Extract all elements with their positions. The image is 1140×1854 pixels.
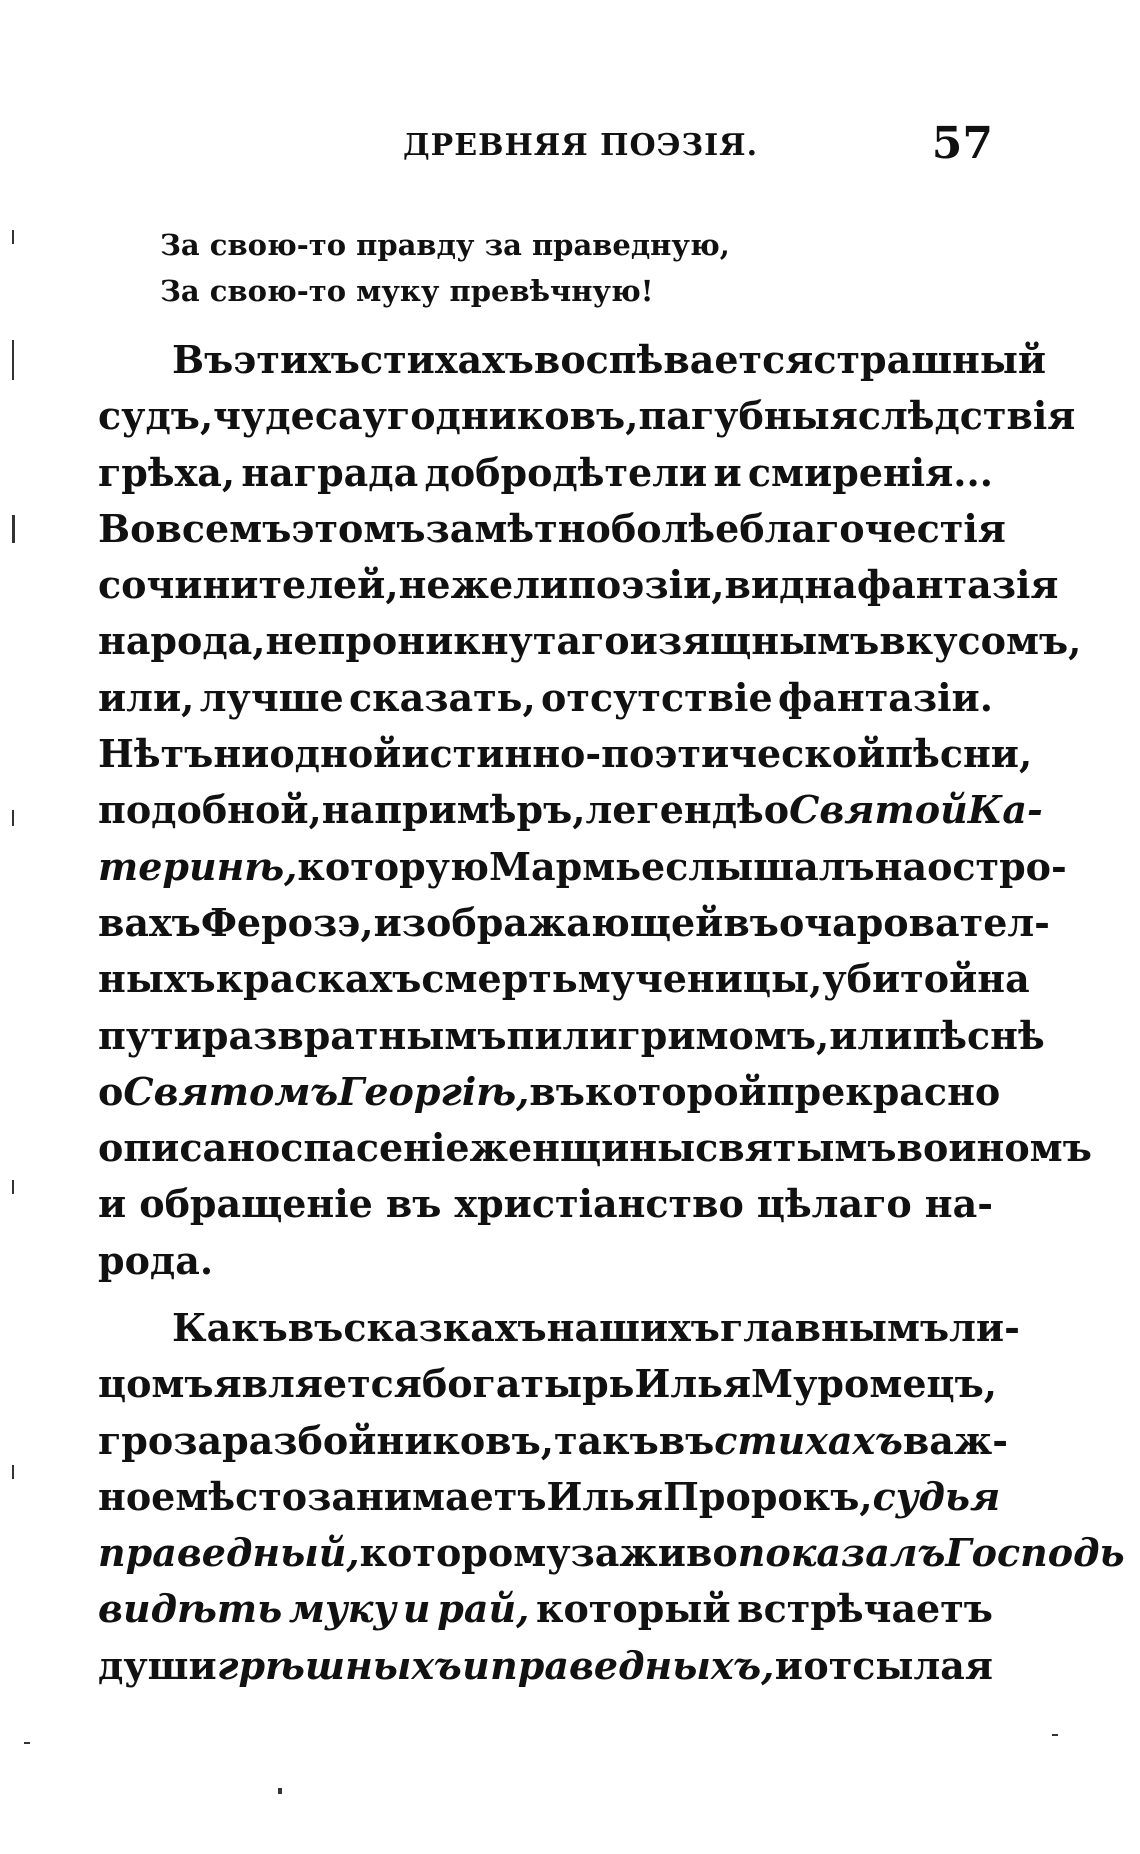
- word: занимаетъ: [307, 1473, 547, 1519]
- word: сказкахъ: [343, 1305, 547, 1350]
- word: женщины: [469, 1125, 696, 1171]
- scan-speck: [12, 810, 14, 826]
- word: Святомъ: [123, 1068, 339, 1114]
- word: очаровател-: [778, 899, 1050, 945]
- word: пѣснѣ: [912, 1012, 1045, 1058]
- word: спасеніе: [280, 1125, 470, 1171]
- word: ное: [98, 1473, 176, 1519]
- text-line: [98, 1120, 1092, 1176]
- word: богатырь: [421, 1361, 635, 1407]
- text-line: [98, 1064, 1001, 1120]
- word: стихахъ: [714, 1417, 903, 1463]
- word: ныхъ: [98, 956, 216, 1002]
- word: судъ,: [98, 393, 214, 439]
- text-line: [98, 1413, 1009, 1469]
- word: гроза: [98, 1417, 223, 1463]
- word: Ферозэ,: [200, 899, 374, 945]
- word: слышалъ: [665, 843, 875, 889]
- word: обращеніе: [139, 1181, 373, 1227]
- word: прекрасно: [766, 1068, 1001, 1114]
- word: цѣлаго: [756, 1181, 912, 1227]
- word: одной: [269, 731, 402, 777]
- word: чудеса: [213, 393, 363, 439]
- word: или,: [98, 674, 195, 720]
- word: мученицы,: [577, 956, 823, 1002]
- word: изящнымъ: [629, 618, 880, 664]
- word: въ: [385, 1181, 442, 1227]
- word: на: [874, 843, 928, 889]
- word: о: [98, 1068, 124, 1114]
- scan-speck: [12, 515, 15, 543]
- word: стихахъ: [359, 337, 534, 382]
- text-line: [98, 332, 1047, 388]
- word: этихъ: [233, 337, 360, 382]
- word: вахъ: [98, 899, 201, 945]
- scan-speck: [12, 1180, 14, 1194]
- word: и: [774, 1642, 803, 1688]
- word: въ: [529, 1068, 585, 1114]
- word: на: [977, 956, 1030, 1002]
- text-line: [98, 557, 1059, 613]
- word: описано: [98, 1125, 281, 1171]
- word: муку: [288, 1586, 397, 1632]
- word: рай,: [437, 1586, 530, 1632]
- word: Мармье: [488, 843, 666, 889]
- word: народа,: [98, 618, 266, 664]
- word: Ка-: [967, 787, 1043, 833]
- word: слѣдствія: [857, 393, 1076, 439]
- text-line: [98, 1008, 1045, 1064]
- verse-quote: [160, 222, 980, 314]
- word: святымъ: [695, 1125, 897, 1171]
- word: Пророкъ,: [663, 1473, 873, 1519]
- word: нежели: [398, 562, 569, 608]
- word: важ-: [902, 1417, 1009, 1463]
- verse-line: За свою-то муку превѣчную!: [160, 274, 654, 308]
- word: и: [462, 1642, 490, 1688]
- word: Илья: [634, 1361, 752, 1407]
- word: всемъ: [155, 505, 292, 551]
- word: который: [536, 1586, 731, 1632]
- word: напримѣръ,: [321, 787, 586, 833]
- word: и: [713, 449, 742, 495]
- scan-speck: [278, 1788, 282, 1794]
- word: рода.: [98, 1237, 214, 1283]
- text-line: [98, 726, 1033, 782]
- word: теринѣ,: [98, 843, 298, 889]
- word: въ: [287, 1305, 344, 1350]
- text-line: [98, 839, 1067, 895]
- word: которому: [359, 1530, 571, 1576]
- word: Илья: [546, 1473, 664, 1519]
- word: фантазія: [856, 562, 1059, 608]
- word: Георгіѣ,: [338, 1068, 530, 1114]
- text-line: [98, 1638, 993, 1694]
- word: христіанство: [454, 1181, 744, 1227]
- word: смиренія...: [747, 449, 993, 495]
- word: смерть: [421, 956, 578, 1002]
- scan-speck: [12, 1465, 14, 1479]
- word: въ: [723, 899, 779, 945]
- word: видѣть: [98, 1586, 283, 1632]
- text-line: [98, 1356, 997, 1412]
- word: сказать,: [349, 674, 536, 720]
- running-head: [98, 118, 993, 178]
- running-title: ДРЕВНЯЯ ПОЭЗІЯ.: [403, 128, 759, 163]
- word: сочинителей,: [98, 562, 399, 608]
- word: награда: [241, 449, 419, 495]
- word: грѣшныхъ: [217, 1642, 462, 1688]
- word: страшный: [813, 337, 1047, 382]
- word: фантазіи.: [778, 674, 993, 720]
- word: краскахъ: [215, 956, 422, 1002]
- scan-speck: [24, 1742, 30, 1744]
- text-line: [98, 613, 1082, 669]
- word: ли-: [949, 1305, 1020, 1350]
- word: нашихъ: [546, 1305, 720, 1350]
- word: болѣе: [610, 505, 740, 551]
- word: Какъ: [172, 1305, 288, 1350]
- word: пагубныя: [638, 393, 858, 439]
- text-line: [98, 895, 1050, 951]
- paragraph-2: [98, 1300, 1125, 1694]
- text-line: [98, 1525, 1125, 1581]
- word: и: [98, 1181, 127, 1227]
- text-line: [98, 782, 1043, 838]
- word: грѣха,: [98, 449, 236, 495]
- word: добродѣтели: [424, 449, 708, 495]
- word: лучше: [199, 674, 344, 720]
- text-line: [98, 670, 993, 726]
- word: воспѣвается: [533, 337, 814, 382]
- verse-line: За свою-то правду за праведную,: [160, 228, 730, 262]
- word: судья: [872, 1473, 1001, 1519]
- word: въ: [658, 1417, 715, 1463]
- paragraph-1: [98, 332, 1092, 1289]
- word: праведныхъ,: [490, 1642, 775, 1688]
- word: такъ: [553, 1417, 659, 1463]
- word: является: [213, 1361, 422, 1407]
- word: показалъ: [737, 1530, 946, 1576]
- page-number: 57: [931, 118, 993, 169]
- text-line: [98, 1176, 993, 1232]
- word: мѣсто: [175, 1473, 308, 1519]
- text-line: [98, 388, 1076, 444]
- word: видна: [724, 562, 857, 608]
- word: или: [829, 1012, 913, 1058]
- text-line: [98, 1469, 1001, 1525]
- word: ни: [213, 731, 270, 777]
- word: пѣсни,: [885, 731, 1033, 777]
- text-line: [98, 501, 1006, 557]
- word: Муромецъ,: [751, 1361, 997, 1407]
- word: благочестія: [739, 505, 1006, 551]
- word: воиномъ: [896, 1125, 1092, 1171]
- word: проникнутаго: [317, 618, 630, 664]
- word: которой: [584, 1068, 767, 1114]
- scan-speck: [12, 340, 14, 380]
- word: цомъ: [98, 1361, 214, 1407]
- word: Святой: [789, 787, 968, 833]
- word: легендѣ: [585, 787, 764, 833]
- word: встрѣчаетъ: [737, 1586, 993, 1632]
- text-line: [98, 1300, 1020, 1356]
- word: не: [265, 618, 318, 664]
- word: на-: [924, 1181, 993, 1227]
- text-line: [98, 1581, 993, 1637]
- word: подобной,: [98, 787, 322, 833]
- word: души: [98, 1642, 217, 1688]
- word: отсутствіе: [541, 674, 773, 720]
- text-line: [98, 1233, 993, 1289]
- word: убитой: [822, 956, 978, 1002]
- word: пилигримомъ,: [506, 1012, 830, 1058]
- text-line: [98, 445, 993, 501]
- word: заживо: [570, 1530, 738, 1576]
- text-line: [98, 951, 1030, 1007]
- word: и: [402, 1586, 431, 1632]
- word: главнымъ: [719, 1305, 950, 1350]
- word: угодниковъ,: [362, 393, 639, 439]
- word: праведный,: [98, 1530, 360, 1576]
- word: Господь: [945, 1530, 1125, 1576]
- scan-speck: [1052, 1734, 1058, 1736]
- word: изображающей: [373, 899, 724, 945]
- word: замѣтно: [425, 505, 611, 551]
- word: остро-: [927, 843, 1067, 889]
- word: пути: [98, 1012, 202, 1058]
- word: Нѣтъ: [98, 731, 214, 777]
- word: вкусомъ,: [879, 618, 1082, 664]
- scan-speck: [12, 230, 14, 244]
- word: о: [763, 787, 790, 833]
- word: которую: [297, 843, 489, 889]
- word: поэзіи,: [568, 562, 725, 608]
- word: истинно-поэтической: [401, 731, 886, 777]
- word: отсылая: [803, 1642, 993, 1688]
- word: Во: [98, 505, 156, 551]
- word: развратнымъ: [201, 1012, 507, 1058]
- word: Въ: [172, 337, 234, 382]
- word: этомъ: [291, 505, 426, 551]
- word: разбойниковъ,: [222, 1417, 554, 1463]
